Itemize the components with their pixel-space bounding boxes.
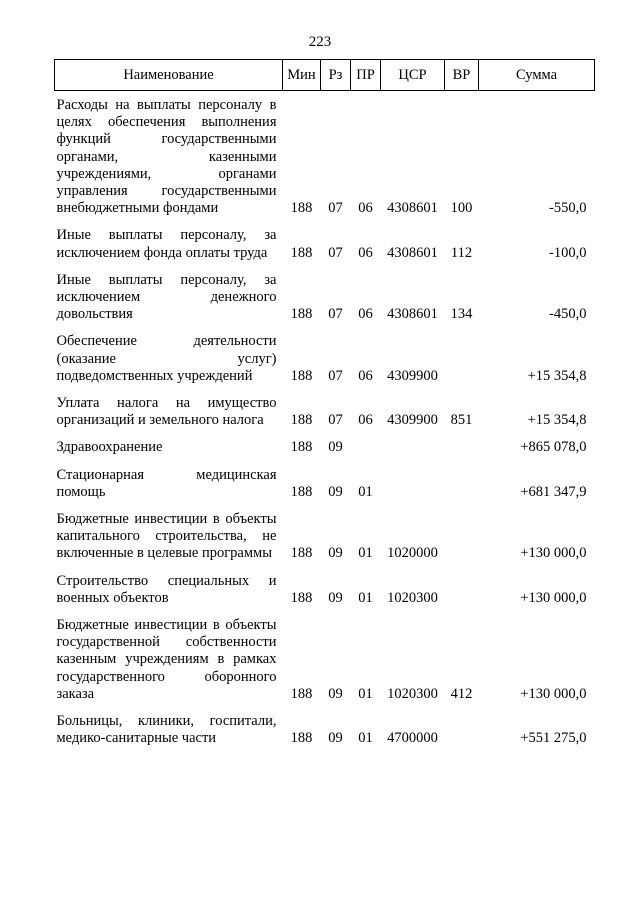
cell-rz: 09 bbox=[328, 685, 343, 702]
cell-pr: 01 bbox=[358, 685, 373, 702]
cell-csr bbox=[381, 434, 445, 461]
cell-sum: +865 078,0 bbox=[520, 439, 587, 456]
cell-min: 188 bbox=[290, 306, 313, 323]
cell-name: Бюджетные инвестиции в объекты государственной собственности казенным учреждениям в рамках государственного оборонного заказа bbox=[56, 617, 277, 702]
table-row bbox=[55, 612, 595, 708]
cell-csr bbox=[381, 462, 445, 506]
cell-min: 188 bbox=[290, 545, 313, 562]
cell-min: 188 bbox=[290, 685, 313, 702]
header-csr: ЦСР bbox=[381, 60, 445, 91]
cell-rz: 07 bbox=[328, 412, 343, 429]
cell-sum: +681 347,9 bbox=[520, 483, 587, 500]
table-row bbox=[55, 708, 595, 752]
cell-rz: 07 bbox=[328, 200, 343, 217]
cell-csr: 1020300 bbox=[387, 685, 438, 702]
table-row bbox=[55, 267, 595, 329]
cell-rz: 09 bbox=[328, 730, 343, 747]
cell-csr: 4308601 bbox=[387, 244, 438, 261]
cell-sum: +15 354,8 bbox=[527, 367, 587, 384]
cell-csr: 1020000 bbox=[387, 545, 438, 562]
cell-sum: +130 000,0 bbox=[520, 685, 587, 702]
cell-sum: -100,0 bbox=[549, 244, 587, 261]
budget-table bbox=[54, 59, 595, 753]
cell-rz: 07 bbox=[328, 306, 343, 323]
cell-min: 188 bbox=[290, 200, 313, 217]
cell-sum: -550,0 bbox=[549, 200, 587, 217]
header-sum: Сумма bbox=[479, 60, 595, 91]
cell-name: Стационарная медицинская помощь bbox=[56, 466, 277, 500]
cell-min: 188 bbox=[290, 439, 313, 456]
cell-rz: 09 bbox=[328, 439, 343, 456]
cell-min: 188 bbox=[290, 412, 313, 429]
table-row bbox=[55, 390, 595, 434]
cell-vr bbox=[445, 568, 479, 612]
cell-vr bbox=[445, 506, 479, 568]
cell-sum: +551 275,0 bbox=[520, 730, 587, 747]
cell-min: 188 bbox=[290, 367, 313, 384]
page-number: 223 bbox=[308, 34, 332, 50]
table-row bbox=[55, 506, 595, 568]
cell-pr: 06 bbox=[358, 244, 373, 261]
header-rz: Рз bbox=[321, 60, 351, 91]
cell-csr: 1020300 bbox=[387, 589, 438, 606]
cell-pr: 06 bbox=[358, 412, 373, 429]
cell-rz: 09 bbox=[328, 589, 343, 606]
cell-name: Здравоохранение bbox=[56, 439, 163, 456]
table-row bbox=[55, 91, 595, 223]
cell-vr: 112 bbox=[450, 244, 473, 261]
cell-vr: 100 bbox=[450, 200, 473, 217]
cell-rz: 07 bbox=[328, 367, 343, 384]
cell-csr: 4700000 bbox=[387, 730, 438, 747]
cell-min: 188 bbox=[290, 589, 313, 606]
cell-pr: 01 bbox=[358, 589, 373, 606]
cell-rz: 07 bbox=[328, 244, 343, 261]
cell-vr bbox=[445, 708, 479, 752]
cell-name: Бюджетные инвестиции в объекты капитального строительства, не включенные в целевые программы bbox=[56, 511, 277, 562]
cell-pr: 01 bbox=[358, 483, 373, 500]
cell-pr: 06 bbox=[358, 200, 373, 217]
cell-vr: 851 bbox=[450, 412, 473, 429]
cell-sum: +130 000,0 bbox=[520, 545, 587, 562]
cell-name: Обеспечение деятельности (оказание услуг) подведомственных учреждений bbox=[56, 333, 277, 384]
cell-pr bbox=[351, 434, 381, 461]
cell-name: Строительство специальных и военных объектов bbox=[56, 572, 277, 606]
table-row bbox=[55, 568, 595, 612]
cell-vr: 412 bbox=[450, 685, 473, 702]
table-body bbox=[55, 91, 595, 753]
header-pr: ПР bbox=[351, 60, 381, 91]
cell-pr: 01 bbox=[358, 730, 373, 747]
cell-min: 188 bbox=[290, 244, 313, 261]
table-row bbox=[55, 222, 595, 266]
cell-name: Иные выплаты персоналу, за исключением фонда оплаты труда bbox=[56, 227, 277, 261]
cell-rz: 09 bbox=[328, 545, 343, 562]
cell-rz: 09 bbox=[328, 483, 343, 500]
cell-pr: 06 bbox=[358, 306, 373, 323]
cell-name: Уплата налога на имущество организаций и земельного налога bbox=[56, 395, 277, 429]
cell-min: 188 bbox=[290, 483, 313, 500]
table-row bbox=[55, 434, 595, 461]
cell-vr bbox=[445, 328, 479, 390]
cell-sum: -450,0 bbox=[549, 306, 587, 323]
cell-name: Больницы, клиники, госпитали, медико-санитарные части bbox=[56, 713, 277, 747]
header-name: Наименование bbox=[55, 60, 283, 91]
cell-pr: 01 bbox=[358, 545, 373, 562]
cell-sum: +15 354,8 bbox=[527, 412, 587, 429]
cell-vr bbox=[445, 434, 479, 461]
cell-name: Иные выплаты персоналу, за исключением денежного довольствия bbox=[56, 271, 277, 323]
cell-vr: 134 bbox=[450, 306, 473, 323]
header-min: Мин bbox=[283, 60, 321, 91]
cell-min: 188 bbox=[290, 730, 313, 747]
cell-sum: +130 000,0 bbox=[520, 589, 587, 606]
header-vr: ВР bbox=[445, 60, 479, 91]
cell-csr: 4308601 bbox=[387, 306, 438, 323]
table-row bbox=[55, 328, 595, 390]
table-header bbox=[55, 60, 595, 91]
cell-pr: 06 bbox=[358, 367, 373, 384]
cell-csr: 4309900 bbox=[387, 367, 438, 384]
cell-csr: 4308601 bbox=[387, 200, 438, 217]
cell-name: Расходы на выплаты персоналу в целях обеспечения выполнения функций государственными органами, казенными учреждениями, органами управления государственными внебюджетными фондами bbox=[56, 97, 277, 217]
table-row bbox=[55, 462, 595, 506]
cell-csr: 4309900 bbox=[387, 412, 438, 429]
cell-vr bbox=[445, 462, 479, 506]
